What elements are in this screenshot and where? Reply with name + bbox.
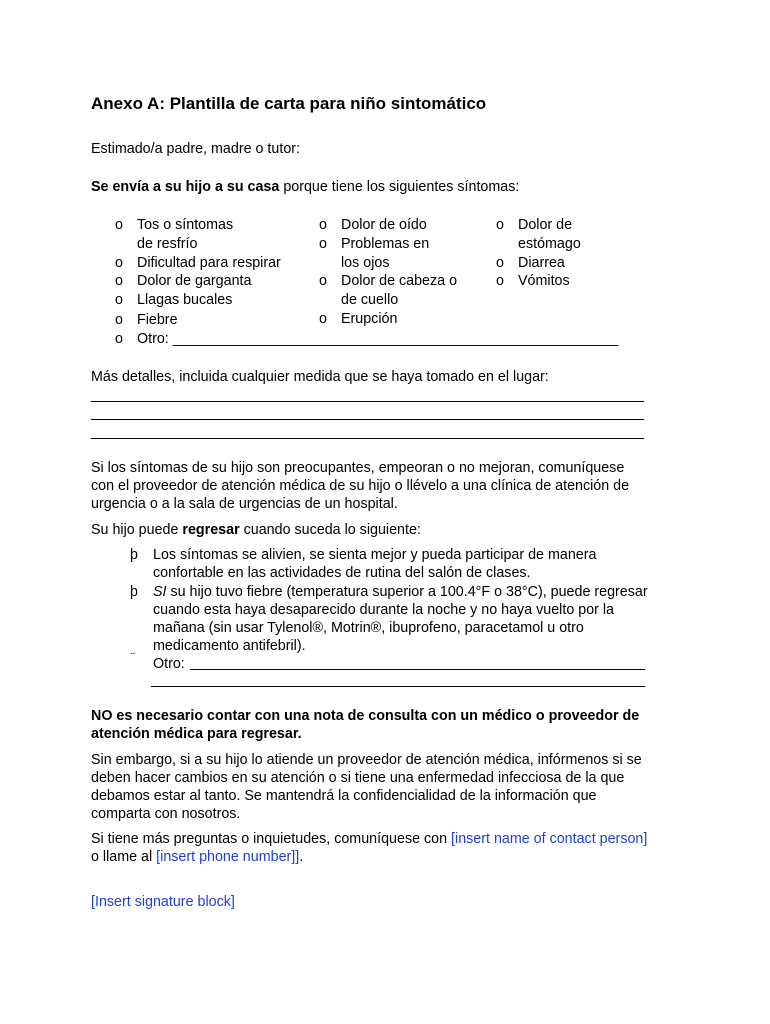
bullet: o xyxy=(115,255,123,271)
however-line: Sin embargo, si a su hijo lo atiende un proveedor de atención médica, infórmenos si se xyxy=(91,752,642,768)
however-line: debamos estar al tanto. Se mantendrá la confidencialidad de la información que xyxy=(91,788,597,804)
concern-line: con el proveedor de atención médica de su hijo o llévelo a una clínica de atención de xyxy=(91,478,630,494)
symptom-item: Erupción xyxy=(341,311,398,327)
contact-end: . xyxy=(299,849,304,865)
symptom-item: Dificultad para respirar xyxy=(137,255,281,271)
symptom-item: Dolor de xyxy=(518,217,573,233)
bullet: o xyxy=(115,217,123,233)
return-item-2 xyxy=(153,583,648,655)
symptom-item: de cuello xyxy=(341,292,399,308)
symptom-item: Dolor de garganta xyxy=(137,273,252,289)
checkbox-checked: þ xyxy=(130,547,138,563)
symptom-item: Tos o síntomas xyxy=(137,217,234,233)
signature-placeholder: [Insert signature block] xyxy=(91,894,235,910)
concern-line: Si los síntomas de su hijo son preocupantes, empeoran o no mejoran, comuníquese xyxy=(91,460,625,476)
symptom-item: Dolor de cabeza o xyxy=(341,273,458,289)
return-intro-post: cuando suceda lo siguiente: xyxy=(239,522,421,538)
page-title: Anexo A: Plantilla de carta para niño sintomático xyxy=(91,94,487,113)
symptom-item: Fiebre xyxy=(137,312,178,328)
return-item-line: confortable en las actividades de rutina del salón de clases. xyxy=(153,565,531,581)
no-note-line: NO es necesario contar con una nota de consulta con un médico o proveedor de xyxy=(91,708,640,724)
return-item-line: medicamento antifebril). xyxy=(153,638,306,654)
bullet: o xyxy=(496,255,504,271)
return-item-line: Los síntomas se alivien, se sienta mejor y pueda participar de manera xyxy=(153,547,597,563)
concern-paragraph xyxy=(91,459,629,513)
concern-line: urgencia o a la sala de urgencias de un hospital. xyxy=(91,496,398,512)
bullet: o xyxy=(115,312,123,328)
symptom-item: Llagas bucales xyxy=(137,292,233,308)
details-line xyxy=(91,419,644,420)
bullet: o xyxy=(319,311,327,327)
details-label: Más detalles, incluida cualquier medida que se haya tomado en el lugar: xyxy=(91,369,549,385)
return-item-line: su hijo tuvo fiebre (temperatura superior a 100.4°F o 38°C), puede regresar xyxy=(166,584,648,600)
greeting: Estimado/a padre, madre o tutor: xyxy=(91,141,301,157)
bullet: o xyxy=(319,236,327,252)
return-other-line xyxy=(151,686,645,687)
contact-mid: o llame al xyxy=(91,849,157,865)
symptom-other: Otro: ________________________________________________________ xyxy=(137,331,619,347)
checkbox-empty: ¨ xyxy=(131,650,135,664)
details-line xyxy=(91,438,644,439)
bullet: o xyxy=(496,273,504,289)
intro-rest: porque tiene los siguientes síntomas: xyxy=(279,179,520,195)
bullet: o xyxy=(319,217,327,233)
return-intro xyxy=(91,521,421,539)
bullet: o xyxy=(115,273,123,289)
return-item-italic: SI xyxy=(153,584,167,600)
symptom-item: los ojos xyxy=(341,255,390,271)
bullet: o xyxy=(115,292,123,308)
symptom-item: estómago xyxy=(518,236,581,252)
symptom-item: Diarrea xyxy=(518,255,565,271)
details-line xyxy=(91,401,644,402)
however-line: comparta con nosotros. xyxy=(91,806,241,822)
return-other-line xyxy=(190,669,645,670)
contact-paragraph xyxy=(91,830,647,866)
symptom-item: de resfrío xyxy=(137,236,198,252)
return-other-label: Otro: xyxy=(153,656,185,672)
however-paragraph xyxy=(91,751,642,823)
contact-pre: Si tiene más preguntas o inquietudes, comuníquese con xyxy=(91,831,452,847)
return-item-line: cuando esta haya desaparecido durante la noche y no haya vuelto por la xyxy=(153,602,615,618)
return-intro-pre: Su hijo puede xyxy=(91,522,183,538)
contact-phone-placeholder: [insert phone number]] xyxy=(156,849,300,865)
checkbox-checked: þ xyxy=(130,584,138,600)
however-line: deben hacer cambios en su atención o si tiene una enfermedad infecciosa de la que xyxy=(91,770,625,786)
bullet: o xyxy=(319,273,327,289)
bullet: o xyxy=(496,217,504,233)
no-note-line: atención médica para regresar. xyxy=(91,726,302,742)
return-intro-bold: regresar xyxy=(182,522,240,538)
symptom-item: Problemas en xyxy=(341,236,430,252)
no-note-paragraph xyxy=(91,707,639,743)
return-item-line: mañana (sin usar Tylenol®, Motrin®, ibuprofeno, paracetamol u otro xyxy=(153,620,584,636)
return-item-1 xyxy=(153,546,596,582)
intro-line xyxy=(91,178,519,196)
contact-name-placeholder: [insert name of contact person] xyxy=(451,831,648,847)
intro-bold: Se envía a su hijo a su casa xyxy=(91,179,280,195)
symptom-item: Dolor de oído xyxy=(341,217,427,233)
bullet: o xyxy=(115,331,123,347)
symptom-item: Vómitos xyxy=(518,273,570,289)
